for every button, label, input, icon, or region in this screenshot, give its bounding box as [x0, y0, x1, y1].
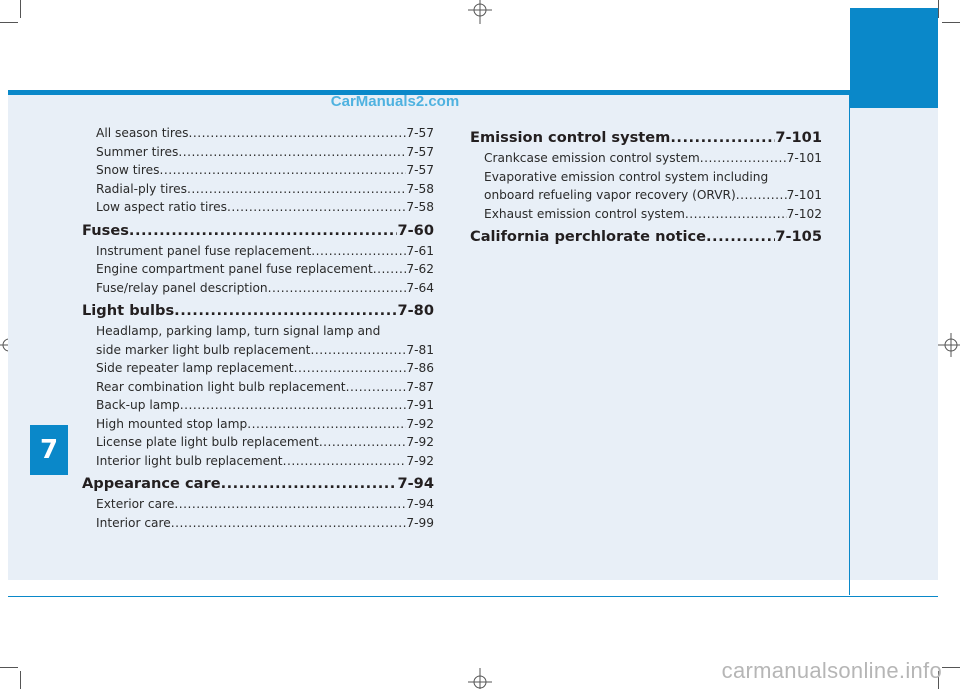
toc-leader	[346, 378, 407, 397]
chapter-tab-block	[850, 8, 938, 108]
toc-section-page: 7-80	[397, 302, 434, 319]
toc-entry-continued[interactable]: Evaporative emission control system including	[484, 169, 769, 184]
toc-entry[interactable]	[470, 186, 822, 205]
toc-section[interactable]	[82, 299, 434, 322]
toc-leader	[706, 225, 775, 248]
toc-left-column	[82, 124, 434, 532]
toc-entry-title: Fuse/relay panel description	[96, 280, 268, 295]
toc-leader	[283, 452, 407, 471]
toc-entry-page: 7-57	[406, 144, 434, 159]
crop-mark	[0, 22, 18, 23]
toc-entry[interactable]	[470, 205, 822, 224]
crop-mark	[942, 22, 960, 23]
toc-entry[interactable]	[82, 260, 434, 279]
toc-entry-page: 7-87	[406, 379, 434, 394]
toc-leader	[247, 415, 406, 434]
toc-entry-title: side marker light bulb replacement	[96, 342, 311, 357]
toc-entry[interactable]	[82, 143, 434, 162]
toc-section[interactable]	[82, 219, 434, 242]
toc-entry[interactable]	[82, 415, 434, 434]
crop-mark	[20, 0, 21, 18]
toc-leader	[129, 219, 398, 242]
toc-entry-page: 7-58	[406, 200, 434, 214]
toc-leader	[268, 279, 407, 298]
registration-mark-icon	[938, 333, 960, 357]
toc-entry-title: Exhaust emission control system	[484, 206, 685, 221]
toc-entry[interactable]	[82, 279, 434, 298]
toc-entry-title: Back-up lamp	[96, 398, 180, 412]
toc-section-page: 7-105	[775, 228, 822, 245]
toc-entry-title: License plate light bulb replacement	[96, 435, 319, 449]
chapter-number: 7	[30, 425, 68, 475]
watermark-bottom[interactable]: carmanualsonline.info	[721, 658, 942, 683]
toc-entry-title: High mounted stop lamp	[96, 416, 248, 431]
toc-leader	[700, 149, 787, 168]
toc-entry-title: onboard refueling vapor recovery (ORVR)	[484, 188, 736, 202]
toc-leader	[178, 143, 406, 162]
toc-leader	[736, 186, 787, 205]
toc-section-page: 7-60	[397, 221, 434, 239]
crop-mark	[942, 667, 960, 668]
toc-entry[interactable]	[82, 495, 434, 514]
toc-section-page: 7-101	[775, 129, 822, 146]
toc-entry-title: Summer tires	[96, 144, 179, 159]
toc-entry[interactable]	[82, 180, 434, 199]
toc-entry-page: 7-92	[406, 416, 434, 431]
toc-entry-page: 7-101	[786, 188, 822, 202]
toc-entry-title: Low aspect ratio tires	[96, 200, 228, 214]
toc-section-title: Light bulbs	[82, 302, 175, 319]
toc-leader	[187, 180, 406, 199]
toc-entry-page: 7-99	[406, 515, 434, 530]
toc-entry-title: Rear combination light bulb replacement	[96, 379, 346, 394]
toc-right-column	[470, 124, 822, 248]
toc-entry[interactable]	[82, 452, 434, 471]
toc-entry[interactable]	[82, 378, 434, 397]
toc-entry[interactable]	[82, 198, 434, 217]
toc-entry[interactable]	[82, 359, 434, 378]
crop-mark	[938, 0, 939, 18]
toc-entry[interactable]	[82, 242, 434, 261]
toc-leader	[160, 161, 407, 180]
toc-entry-page: 7-91	[406, 398, 434, 412]
toc-entry-page: 7-57	[406, 126, 434, 140]
crop-mark	[0, 667, 18, 668]
toc-entry-title: Side repeater lamp replacement	[96, 361, 294, 375]
toc-entry[interactable]	[82, 124, 434, 143]
toc-leader	[373, 260, 407, 279]
toc-leader	[188, 124, 406, 143]
toc-entry-page: 7-86	[406, 361, 434, 375]
toc-leader	[174, 299, 397, 322]
toc-section-title: California perchlorate notice	[470, 228, 707, 245]
toc-section[interactable]	[470, 126, 822, 149]
toc-entry[interactable]	[82, 514, 434, 533]
toc-leader	[310, 341, 406, 360]
toc-entry-title: Interior care	[96, 515, 171, 530]
toc-entry-page: 7-92	[406, 453, 434, 468]
toc-entry-page: 7-57	[406, 163, 434, 177]
toc-entry-title: Snow tires	[96, 163, 160, 177]
toc-entry-page: 7-94	[406, 497, 434, 511]
toc-entry[interactable]	[82, 341, 434, 360]
toc-entry-title: Interior light bulb replacement	[96, 453, 283, 468]
right-rule	[849, 95, 850, 595]
toc-leader	[311, 242, 406, 261]
toc-entry-title: Crankcase emission control system	[484, 151, 700, 165]
toc-leader	[685, 205, 787, 224]
registration-mark-icon	[468, 0, 492, 24]
toc-leader	[227, 198, 406, 217]
toc-entry-title: All season tires	[96, 126, 189, 140]
toc-entry-title: Radial-ply tires	[96, 181, 188, 196]
toc-entry-page: 7-58	[406, 181, 434, 196]
toc-leader	[670, 126, 775, 149]
toc-entry-title: Instrument panel fuse replacement	[96, 243, 312, 258]
toc-entry[interactable]	[470, 149, 822, 168]
toc-entry[interactable]	[82, 433, 434, 452]
toc-leader	[180, 396, 407, 415]
toc-entry[interactable]	[82, 396, 434, 415]
toc-section-title: Appearance care	[82, 475, 221, 492]
toc-leader	[319, 433, 407, 452]
registration-mark-icon	[468, 668, 492, 689]
toc-entry-title: Engine compartment panel fuse replacement	[96, 262, 373, 276]
toc-entry-page: 7-102	[786, 206, 822, 221]
toc-leader	[294, 359, 407, 378]
toc-section[interactable]	[82, 472, 434, 495]
toc-entry-page: 7-101	[786, 151, 822, 165]
toc-leader	[171, 514, 407, 533]
toc-entry-page: 7-64	[406, 280, 434, 295]
toc-section-title: Fuses	[82, 221, 129, 239]
toc-entry-continued[interactable]: Headlamp, parking lamp, turn signal lamp and	[96, 324, 381, 338]
watermark-top[interactable]: CarManuals2.com	[330, 93, 460, 110]
toc-entry-page: 7-81	[406, 342, 434, 357]
toc-section-page: 7-94	[397, 475, 434, 492]
toc-entry-title: Exterior care	[96, 497, 175, 511]
toc-entry-page: 7-62	[406, 262, 434, 276]
toc-entry-page: 7-61	[406, 243, 434, 258]
footer-rule	[8, 596, 938, 597]
toc-leader	[221, 472, 398, 495]
toc-entry-page: 7-92	[406, 435, 434, 449]
toc-section-title: Emission control system	[470, 129, 671, 146]
crop-mark	[20, 671, 21, 689]
toc-entry[interactable]	[82, 161, 434, 180]
toc-section[interactable]	[470, 225, 822, 248]
toc-leader	[174, 495, 406, 514]
